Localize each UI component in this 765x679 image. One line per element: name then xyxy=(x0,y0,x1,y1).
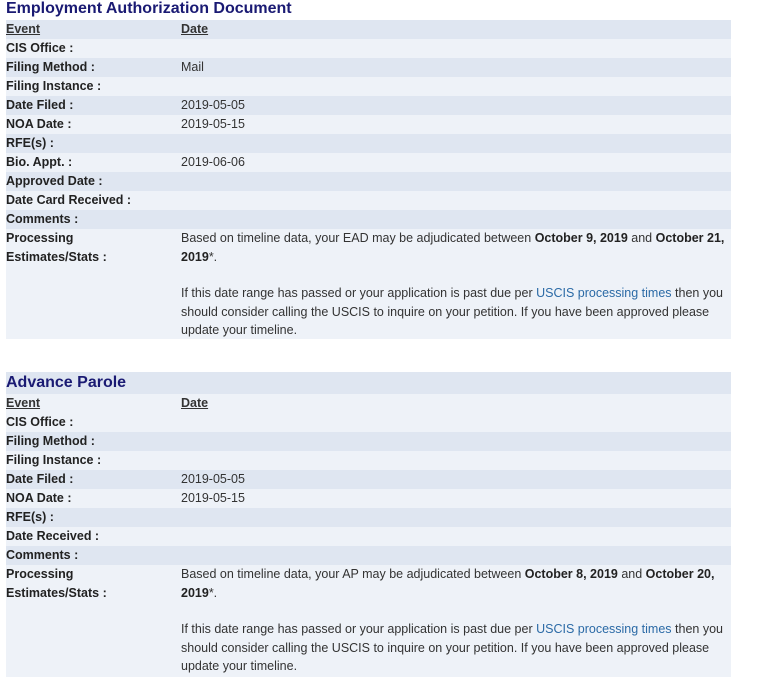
row-value xyxy=(181,77,731,96)
estimate-start-date: October 9, 2019 xyxy=(534,231,628,245)
row-label: Comments : xyxy=(6,548,79,562)
row-value xyxy=(181,172,731,191)
row-value xyxy=(181,210,731,229)
estimates-label-line2: Estimates/Stats : xyxy=(6,249,107,264)
estimates-label-line1: Processing xyxy=(6,231,74,245)
table-row xyxy=(6,432,731,451)
row-label: Filing Method : xyxy=(6,60,95,74)
table-row xyxy=(6,77,731,96)
row-value: 2019-05-15 xyxy=(181,117,245,131)
row-label: Filing Instance : xyxy=(6,453,102,467)
note-text: If this date range has passed or your application is past due per xyxy=(181,286,537,301)
row-label: CIS Office : xyxy=(6,41,74,55)
estimate-suffix: *. xyxy=(208,249,218,264)
ead-header-row xyxy=(6,20,731,39)
estimates-label-line1: Processing xyxy=(6,567,74,581)
table-row xyxy=(6,451,731,470)
row-label: Filing Method : xyxy=(6,434,95,448)
ead-estimates-row xyxy=(6,229,731,339)
table-row xyxy=(6,489,731,508)
row-label: Date Filed : xyxy=(6,472,74,486)
note-paragraph xyxy=(181,620,729,676)
row-value: 2019-06-06 xyxy=(181,155,245,169)
estimate-and: and xyxy=(617,567,646,581)
estimates-text xyxy=(181,229,731,339)
estimate-text: Based on timeline data, your EAD may be adjudicated between xyxy=(181,231,535,245)
estimate-paragraph xyxy=(181,565,729,602)
row-value xyxy=(181,432,731,451)
table-row xyxy=(6,508,731,527)
row-value xyxy=(181,451,731,470)
row-label: Bio. Appt. : xyxy=(6,155,73,169)
row-label: CIS Office : xyxy=(6,415,74,429)
row-value xyxy=(181,527,731,546)
ead-title: Employment Authorization Document xyxy=(6,0,731,20)
estimate-text: Based on timeline data, your AP may be adjudicated between xyxy=(181,567,525,581)
table-row xyxy=(6,527,731,546)
estimates-label xyxy=(6,565,181,677)
table-row xyxy=(6,191,731,210)
estimate-suffix: *. xyxy=(208,585,218,600)
uscis-processing-times-link[interactable]: USCIS processing times xyxy=(536,286,672,301)
note-text-2: then you should consider calling the USCIS to inquire on your petition. If you have been approved please update your timeline. xyxy=(181,622,723,674)
row-label: Date Filed : xyxy=(6,98,74,112)
estimates-text xyxy=(181,565,731,677)
row-value xyxy=(181,413,731,432)
ap-header-row xyxy=(6,394,731,413)
row-value xyxy=(181,39,731,58)
row-label: Comments : xyxy=(6,212,79,226)
note-text-2: then you should consider calling the USCIS to inquire on your petition. If you have been approved please update your timeline. xyxy=(181,286,723,338)
event-column-header: Event xyxy=(6,22,41,36)
table-row xyxy=(6,210,731,229)
row-value xyxy=(181,546,731,565)
row-label: RFE(s) : xyxy=(6,510,54,524)
ead-section xyxy=(6,0,731,339)
row-label: Filing Instance : xyxy=(6,79,102,93)
row-value xyxy=(181,508,731,527)
estimate-and: and xyxy=(627,231,656,245)
table-row xyxy=(6,134,731,153)
row-label: Date Card Received : xyxy=(6,193,132,207)
estimate-paragraph xyxy=(181,229,729,266)
row-value: Mail xyxy=(181,60,204,74)
table-row xyxy=(6,470,731,489)
row-value: 2019-05-15 xyxy=(181,491,245,505)
note-paragraph xyxy=(181,284,729,340)
date-column-header: Date xyxy=(181,22,209,36)
uscis-processing-times-link[interactable]: USCIS processing times xyxy=(536,622,672,637)
note-text: If this date range has passed or your application is past due per xyxy=(181,622,537,637)
table-row xyxy=(6,546,731,565)
row-label: Date Received : xyxy=(6,529,100,543)
ap-section xyxy=(6,372,731,677)
estimates-label xyxy=(6,229,181,339)
estimate-end-date: October 21, 2019 xyxy=(181,231,725,264)
ap-estimates-row xyxy=(6,565,731,677)
row-value xyxy=(181,134,731,153)
table-row xyxy=(6,58,731,77)
table-row xyxy=(6,39,731,58)
estimate-start-date: October 8, 2019 xyxy=(524,567,618,581)
date-column-header: Date xyxy=(181,396,209,410)
table-row xyxy=(6,172,731,191)
estimate-end-date: October 20, 2019 xyxy=(181,567,715,600)
event-column-header: Event xyxy=(6,396,41,410)
row-label: NOA Date : xyxy=(6,117,72,131)
row-value: 2019-05-05 xyxy=(181,472,245,486)
row-value xyxy=(181,191,731,210)
row-value: 2019-05-05 xyxy=(181,98,245,112)
table-row xyxy=(6,413,731,432)
table-row xyxy=(6,115,731,134)
row-label: NOA Date : xyxy=(6,491,72,505)
table-row xyxy=(6,96,731,115)
ap-title: Advance Parole xyxy=(6,372,731,394)
estimates-label-line2: Estimates/Stats : xyxy=(6,585,107,600)
table-row xyxy=(6,153,731,172)
row-label: Approved Date : xyxy=(6,174,103,188)
row-label: RFE(s) : xyxy=(6,136,54,150)
